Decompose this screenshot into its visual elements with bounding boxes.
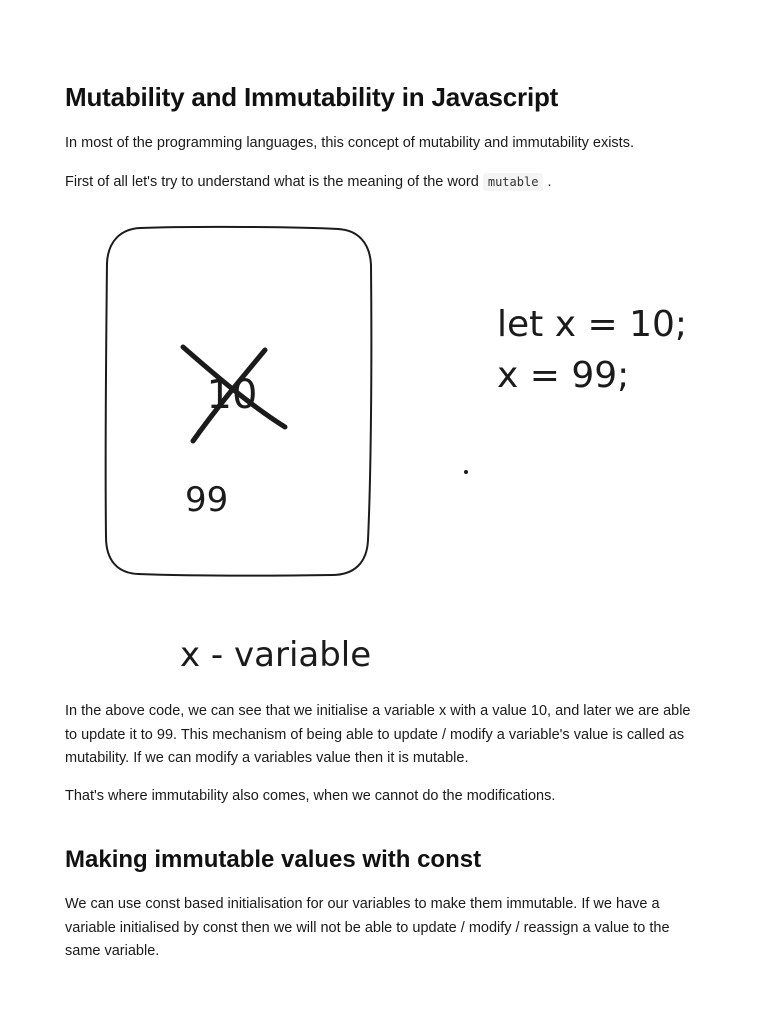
section-heading-const: Making immutable values with const (65, 846, 482, 873)
intro-paragraph: In most of the programming languages, this concept of mutability and immutability exists. (65, 135, 634, 151)
code-line-1: let x = 10; (497, 304, 688, 345)
const-paragraph: We can use const based initialisation for our variables to make them immutable. If we have a variable initialised by const then we will not be able to update / modify / reassign a value to the same variable. (65, 896, 670, 959)
inline-code-mutable: mutable (483, 173, 544, 191)
page-title: Mutability and Immutability in Javascript (65, 82, 559, 112)
new-value: 99 (185, 480, 229, 520)
meaning-suffix: . (547, 174, 552, 190)
mutability-sketch (0, 215, 768, 685)
immutability-paragraph: That's where immutability also comes, when we cannot do the modifications. (65, 788, 556, 804)
explanation-paragraph: In the above code, we can see that we initialise a variable x with a value 10, and later we are able to update it to 99. This mechanism of being able to update / modify a variable's value is called as mutability. If we can modify a variables value then it is mutable. (65, 703, 691, 766)
old-value: 10 (206, 372, 258, 418)
code-line-2: x = 99; (497, 355, 630, 396)
meaning-prefix: First of all let's try to understand what is the meaning of the word (65, 174, 479, 190)
sketch-caption: x - variable (180, 635, 372, 675)
meaning-paragraph (65, 171, 705, 195)
stray-dot (464, 470, 468, 474)
